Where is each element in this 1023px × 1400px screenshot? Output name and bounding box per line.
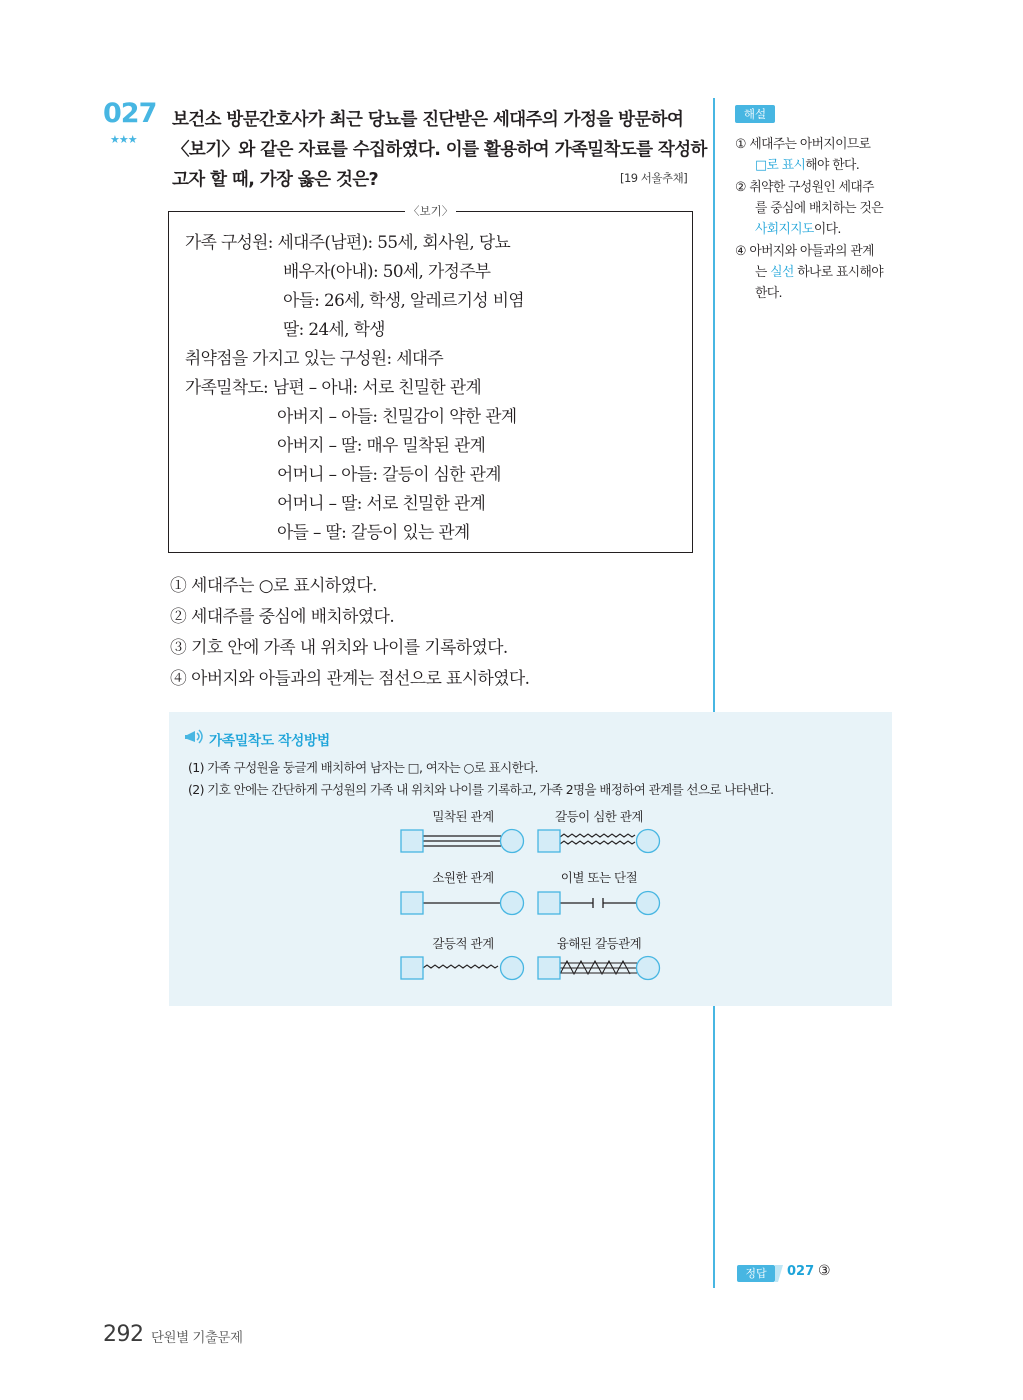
answer-badge: 정답	[737, 1265, 775, 1282]
solution-text: 는	[755, 265, 771, 280]
diagram-label-cutoff: 이별 또는 단절	[560, 870, 638, 885]
cutoff-relation	[538, 892, 660, 915]
solution-line	[755, 261, 883, 280]
diagram-label-conflict: 갈등적 관계	[432, 936, 494, 951]
box-line: 아버지 – 딸: 매우 밀착된 관계	[277, 435, 486, 455]
box-line: 아들: 26세, 학생, 알레르기성 비염	[283, 290, 524, 310]
box-line: 어머니 – 아들: 갈등이 심한 관계	[277, 464, 501, 484]
column-divider	[713, 98, 715, 1288]
page-section-title: 단원별 기출문제	[151, 1330, 243, 1346]
solution-text: 해야 한다.	[805, 158, 860, 173]
solution-line: ② 취약한 구성원인 세대주	[735, 180, 874, 195]
box-line: 딸: 24세, 학생	[283, 319, 385, 339]
fused-conflict-relation	[538, 957, 660, 980]
box-line: 아들 – 딸: 갈등이 있는 관계	[277, 522, 470, 542]
tip-title: 가족밀착도 작성방법	[209, 733, 330, 749]
choice-4[interactable]: ④ 아버지와 아들과의 관계는 점선으로 표시하였다.	[170, 668, 530, 688]
solution-text: 하나로 표시해야	[793, 265, 884, 280]
distant-relation	[401, 892, 524, 915]
question-source: [19 서울추채]	[620, 171, 688, 185]
diagram-label-enmeshed: 밀착된 관계	[432, 809, 494, 824]
solution-line: 한다.	[755, 286, 782, 301]
solution-highlight: □로 표시	[755, 158, 806, 173]
choice-1[interactable]: ① 세대주는 ○로 표시하였다.	[170, 575, 377, 595]
tip-line-1: (1) 가족 구성원을 둥글게 배치하여 남자는 □, 여자는 ○로 표시한다.	[188, 760, 538, 775]
answer-value: ③	[818, 1263, 831, 1279]
diagram-label-severe-conflict: 갈등이 심한 관계	[555, 809, 643, 824]
tip-line-2: (2) 기호 안에는 간단하게 구성원의 가족 내 위치와 나이를 기록하고, 가족 2명을 배정하여 관계를 선으로 나타낸다.	[188, 782, 774, 797]
relationship-legend-diagram	[390, 820, 680, 990]
box-line: 아버지 – 아들: 친밀감이 약한 관계	[277, 406, 517, 426]
box-line: 어머니 – 딸: 서로 친밀한 관계	[277, 493, 486, 513]
question-line-1: 보건소 방문간호사가 최근 당뇨를 진단받은 세대주의 가정을 방문하여	[172, 110, 684, 130]
choice-2[interactable]: ② 세대주를 중심에 배치하였다.	[170, 606, 395, 626]
answer-number: 027	[787, 1264, 815, 1279]
box-line: 가족밀착도: 남편 – 아내: 서로 친밀한 관계	[185, 377, 482, 397]
example-box-title: 〈보기〉	[405, 203, 456, 219]
solution-line	[755, 154, 859, 173]
question-line-3: 고자 할 때, 가장 옳은 것은?	[172, 170, 379, 190]
page-number: 292	[103, 1322, 144, 1347]
megaphone-icon	[184, 727, 206, 747]
box-line: 배우자(아내): 50세, 가정주부	[283, 261, 491, 281]
solution-line: ① 세대주는 아버지이므로	[735, 137, 871, 152]
question-line-2: 〈보기〉와 같은 자료를 수집하였다. 이를 활용하여 가족밀착도를 작성하	[172, 140, 707, 160]
solution-highlight: 사회지지도	[755, 222, 814, 237]
solution-badge: 해설	[735, 105, 775, 123]
box-line: 가족 구성원: 세대주(남편): 55세, 회사원, 당뇨	[185, 232, 511, 252]
solution-line	[755, 218, 841, 237]
solution-text: 이다.	[813, 222, 841, 237]
severe-conflict-relation	[538, 830, 660, 853]
choice-3[interactable]: ③ 기호 안에 가족 내 위치와 나이를 기록하였다.	[170, 637, 508, 657]
arrow-icon	[775, 1265, 785, 1282]
solution-line: 를 중심에 배치하는 것은	[755, 201, 884, 216]
diagram-label-distant: 소원한 관계	[432, 870, 494, 885]
enmeshed-relation	[401, 830, 524, 853]
solution-line: ④ 아버지와 아들과의 관계	[735, 244, 874, 259]
solution-highlight: 실선	[770, 265, 794, 280]
question-number: 027	[103, 98, 157, 129]
difficulty-stars: ★★★	[110, 133, 137, 146]
diagram-label-fused-conflict: 융해된 갈등관계	[556, 936, 642, 951]
conflict-relation	[401, 957, 524, 980]
box-line: 취약점을 가지고 있는 구성원: 세대주	[185, 348, 444, 368]
